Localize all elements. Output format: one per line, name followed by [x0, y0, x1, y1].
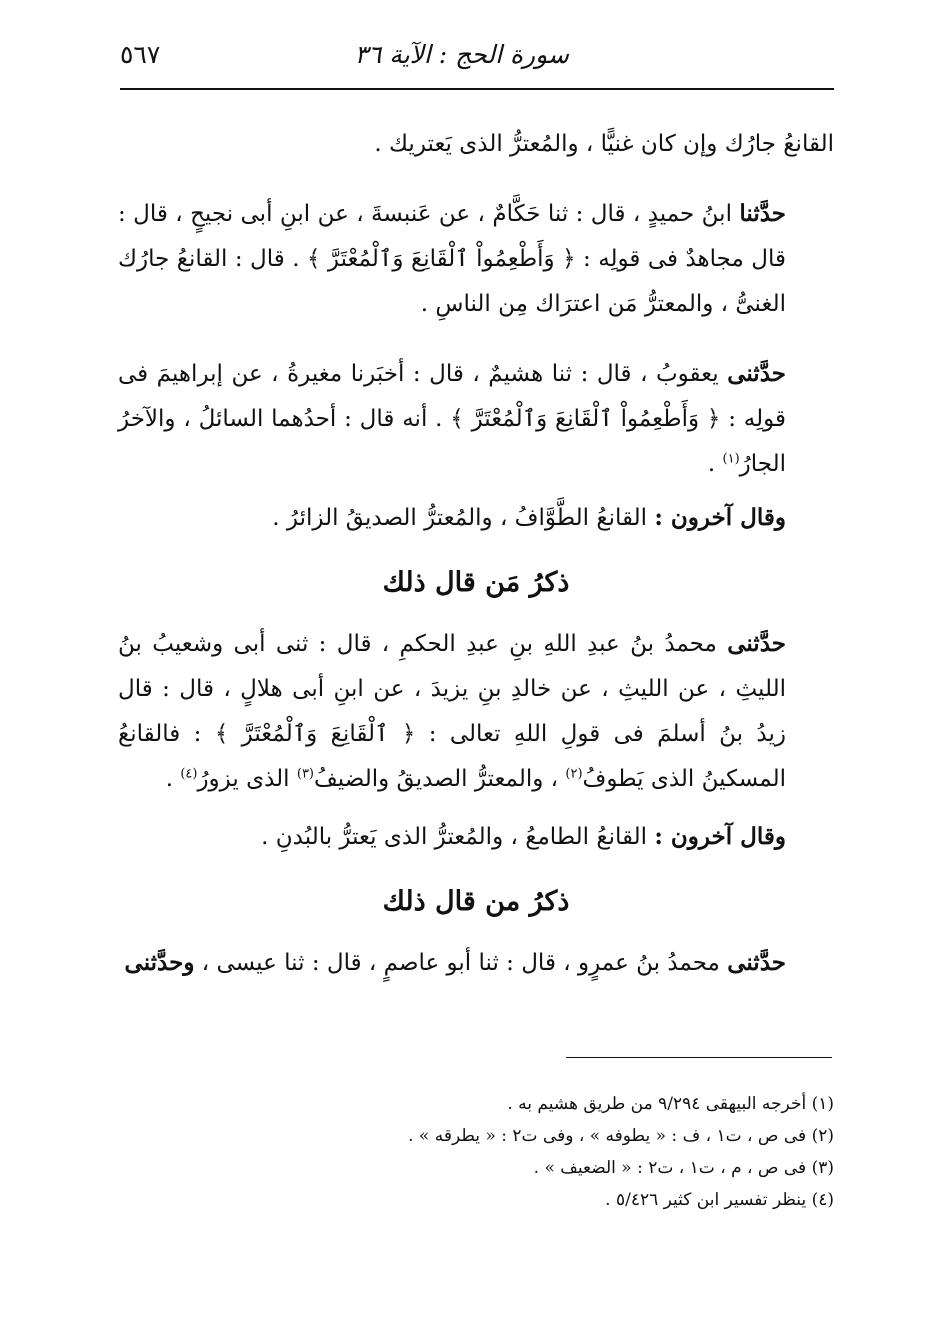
footnote-4: (٤) ينظر تفسير ابن كثير ٥/٤٢٦ . — [605, 1190, 834, 1210]
narration-lead: وقال آخرون : — [654, 823, 786, 850]
paragraph-6: وقال آخرون : القانعُ الطامعُ ، والمُعترُّ الذى يَعترُّ بالبُدنِ . — [261, 823, 786, 850]
narration-lead-end: وحدَّثنى — [124, 949, 195, 976]
footnote-rule — [566, 1057, 832, 1058]
footnote-ref-3[interactable]: (٣) — [296, 766, 314, 782]
section-heading-1: ذكرُ مَن قال ذلك — [382, 567, 570, 598]
narration-lead: وقال آخرون : — [654, 504, 786, 531]
header-rule — [120, 88, 834, 90]
paragraph-3: حدَّثنى يعقوبُ ، قال : ثنا هشيمٌ ، قال : أخبَرنا مغيرةُ ، عن إبراهيمَ فى قولِه : ﴿ وَأَطْعِمُواْ ٱلْقَانِعَ وَٱلْمُعْتَرَّ ﴾ . أنه قال : أحدُهما السائلُ ، والآخرُ الجارُ$^{(١)}$ . — [118, 360, 786, 477]
paragraph-5: حدَّثنى محمدُ بنُ عبدِ اللهِ بنِ عبدِ الحكمِ ، قال : ثنى أبى وشعيبُ بنُ الليثِ ، عن الليثِ ، عن خالدِ بنِ يزيدَ ، عن ابنِ أبى هلالٍ ، قال : قال زيدُ بنُ أسلمَ فى قولِ اللهِ تعالى : ﴿ ٱلْقَانِعَ وَٱلْمُعْتَرَّ ﴾ : فالقانعُ المسكينُ الذى يَطوفُ$^{(٢)}$ ، والمعترُّ الصديقُ والضيفُ$^{(٣)}$ الذى يزورُ$^{(٤)}$ . — [118, 630, 786, 792]
footnote-3: (٣) فى ص ، م ، ت١ ، ت٢ : « الضعيف » . — [533, 1158, 834, 1178]
footnote-ref-4[interactable]: (٤) — [180, 766, 198, 782]
running-title: سورة الحج : الآية ٣٦ — [354, 40, 569, 69]
narration-lead: حدَّثنى — [727, 360, 786, 387]
narration-lead: حدَّثنا — [739, 200, 787, 227]
footnote-1: (١) أخرجه البيهقى ٩/٢٩٤ من طريق هشيم به . — [507, 1094, 834, 1114]
section-heading-2: ذكرُ من قال ذلك — [382, 886, 570, 917]
paragraph-4: وقال آخرون : القانعُ الطَّوَّافُ ، والمُعترُّ الصديقُ الزائرُ . — [272, 504, 786, 531]
footnote-2: (٢) فى ص ، ت١ ، ف : « يطوفه » ، وفى ت٢ : « يطرقه » . — [408, 1126, 834, 1146]
narration-lead: حدَّثنى — [727, 630, 786, 657]
page-number: ٥٦٧ — [120, 40, 161, 69]
footnote-ref-2[interactable]: (٢) — [565, 766, 583, 782]
paragraph-1: القانعُ جارُك وإن كان غنيًّا ، والمُعترُّ الذى يَعتريك . — [374, 131, 834, 157]
main-text — [118, 122, 834, 986]
page-header — [120, 38, 834, 78]
narration-lead: حدَّثنى — [727, 949, 786, 976]
paragraph-2: حدَّثنا ابنُ حميدٍ ، قال : ثنا حَكَّامٌ ، عن عَنبسةَ ، عن ابنِ أبى نجيحٍ ، قال : قال مجاهدٌ فى قولِه : ﴿ وَأَطْعِمُواْ ٱلْقَانِعَ وَٱلْمُعْتَرَّ ﴾ . قال : القانعُ جارُك الغنىُّ ، والمعترُّ مَن اعترَاك مِن الناسِ . — [118, 200, 787, 317]
footnotes — [300, 1088, 834, 1216]
footnote-ref-1[interactable]: (١) — [722, 451, 740, 467]
paragraph-7: حدَّثنى محمدُ بنُ عمرٍو ، قال : ثنا أبو عاصمٍ ، قال : ثنا عيسى ، وحدَّثنى — [124, 949, 786, 976]
